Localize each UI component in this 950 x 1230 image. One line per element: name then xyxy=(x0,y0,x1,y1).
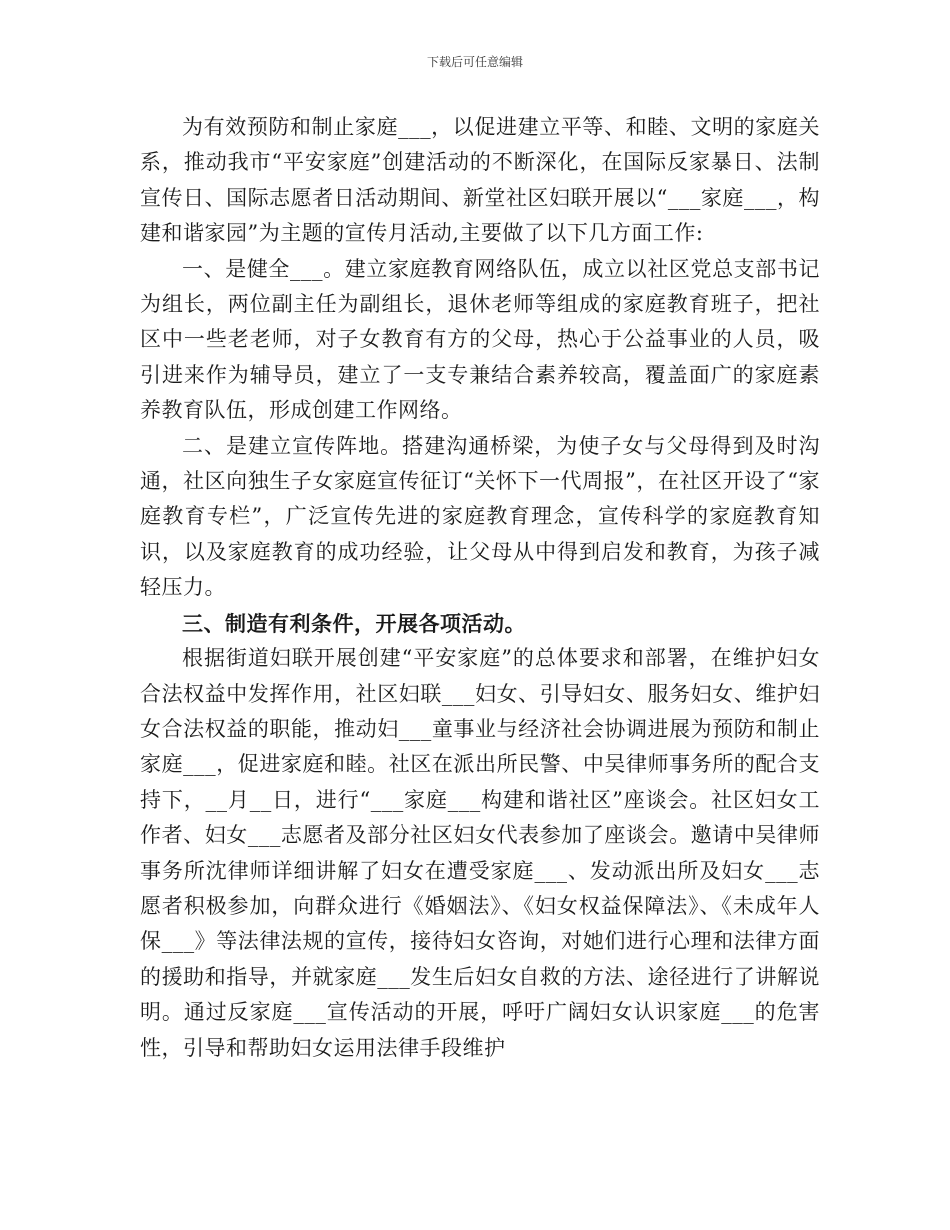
page-header: 下载后可任意编辑 xyxy=(426,55,523,69)
section-two-paragraph: 二、是建立宣传阵地。搭建沟通桥梁，为使子女与父母得到及时沟通，社区向独生子女家庭宣传征订“关怀下一代周报”，在社区开设了“家庭教育专栏”，广泛宣传先进的家庭教育理念，宣传科学的家庭教育知识，以及家庭教育的成功经验，让父母从中得到启发和教育，为孩子减轻压力。 xyxy=(140,433,820,600)
document-body xyxy=(140,110,820,1066)
intro-paragraph: 为有效预防和制止家庭___，以促进建立平等、和睦、文明的家庭关系，推动我市“平安家庭”创建活动的不断深化，在国际反家暴日、法制宣传日、国际志愿者日活动期间、新堂社区妇联开展以“___家庭___，构建和谐家园”为主题的宣传月活动,主要做了以下几方面工作: xyxy=(140,115,820,246)
section-one-paragraph: 一、是健全___。建立家庭教育网络队伍，成立以社区党总支部书记为组长，两位副主任为副组长，退休老师等组成的家庭教育班子，把社区中一些老老师，对子女教育有方的父母，热心于公益事业的人员，吸引进来作为辅导员，建立了一支专兼结合素养较高，覆盖面广的家庭素养教育队伍，形成创建工作网络。 xyxy=(140,256,820,423)
section-three-paragraph: 根据街道妇联开展创建“平安家庭”的总体要求和部署，在维护妇女合法权益中发挥作用，社区妇联___妇女、引导妇女、服务妇女、维护妇女合法权益的职能，推动妇___童事业与经济社会协调进展为预防和制止家庭___，促进家庭和睦。社区在派出所民警、中吴律师事务所的配合支持下，__月__日，进行“___家庭___构建和谐社区”座谈会。社区妇女工作者、妇女___志愿者及部分社区妇女代表参加了座谈会。邀请中吴律师事务所沈律师详细讲解了妇女在遭受家庭___、发动派出所及妇女___志愿者积极参加，向群众进行《婚姻法》、《妇女权益保障法》、《未成年人保___》等法律法规的宣传，接待妇女咨询，对她们进行心理和法律方面的援助和指导，并就家庭___发生后妇女自救的方法、途径进行了讲解说明。通过反家庭___宣传活动的开展，呼吁广阔妇女认识家庭___的危害性，引导和帮助妇女运用法律手段维护 xyxy=(140,646,820,1060)
section-three-heading: 三、制造有利条件，开展各项活动。 xyxy=(182,610,526,636)
